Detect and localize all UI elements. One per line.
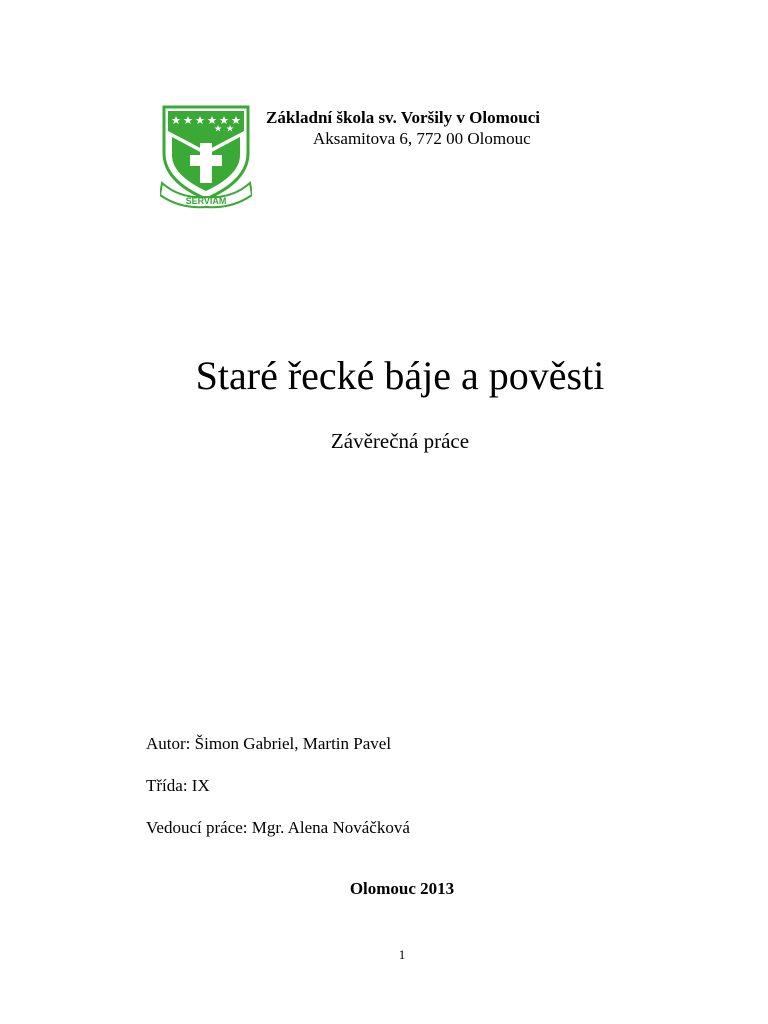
document-title: Staré řecké báje a pověsti [195, 353, 605, 398]
supervisor-line [146, 818, 410, 838]
author-line [146, 734, 391, 754]
class-line [146, 776, 210, 796]
class-label: Třída: [146, 776, 188, 795]
svg-text:SERVIAM: SERVIAM [185, 196, 227, 206]
place-year: Olomouc 2013 [349, 879, 455, 898]
school-address: Aksamitova 6, 772 00 Olomouc [313, 129, 531, 148]
school-name: Základní škola sv. Voršily v Olomouci [266, 108, 540, 127]
author-value: Šimon Gabriel, Martin Pavel [194, 734, 392, 753]
class-value: IX [191, 776, 210, 795]
page-number: 1 [398, 947, 406, 962]
document-subtitle: Závěrečná práce [330, 429, 470, 453]
supervisor-label: Vedoucí práce: [146, 818, 248, 837]
school-crest-icon [160, 103, 252, 209]
supervisor-value: Mgr. Alena Nováčková [251, 818, 410, 837]
author-label: Autor: [146, 734, 191, 753]
